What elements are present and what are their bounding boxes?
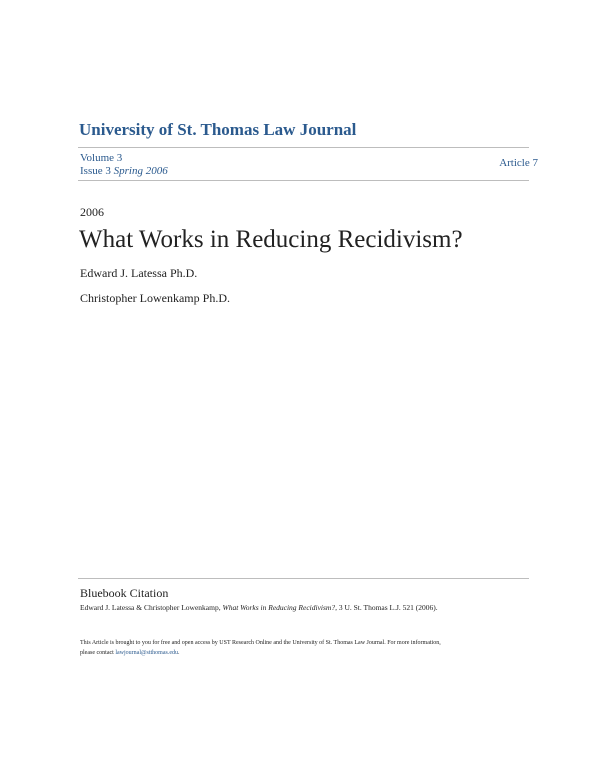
article-title: What Works in Reducing Recidivism? — [79, 226, 463, 253]
author-lowenkamp[interactable]: Christopher Lowenkamp Ph.D. — [80, 291, 230, 305]
author-latessa[interactable]: Edward J. Latessa Ph.D. — [80, 266, 198, 280]
publication-year: 2006 — [80, 205, 104, 219]
citation-title: What Works in Reducing Recidivism? — [222, 603, 336, 612]
header-top-divider — [78, 147, 529, 148]
citation-text — [80, 603, 438, 612]
citation-divider — [78, 578, 529, 579]
issue-link[interactable] — [80, 165, 168, 177]
issue-season: Spring 2006 — [113, 165, 168, 177]
volume-link[interactable]: Volume 3 — [80, 152, 123, 164]
notice-line-2 — [80, 648, 441, 658]
notice-contact-prefix: please contact — [80, 650, 114, 656]
header-bottom-divider — [78, 180, 529, 181]
notice-suffix: . — [178, 650, 180, 656]
journal-title[interactable]: University of St. Thomas Law Journal — [79, 120, 357, 139]
article-number-link[interactable]: Article 7 — [499, 157, 538, 169]
citation-heading: Bluebook Citation — [80, 586, 169, 600]
issue-label: Issue 3 — [80, 165, 111, 177]
access-notice — [80, 638, 441, 658]
contact-email-link[interactable]: lawjournal@stthomas.edu — [115, 650, 179, 656]
citation-authors: Edward J. Latessa & Christopher Lowenkamp, — [80, 603, 221, 612]
notice-line-1: This Article is brought to you for free and open access by UST Research Online and the University of St. Thomas Law Journal. For more information, — [80, 640, 441, 646]
citation-rest: , 3 U. St. Thomas L.J. 521 (2006). — [335, 603, 438, 612]
